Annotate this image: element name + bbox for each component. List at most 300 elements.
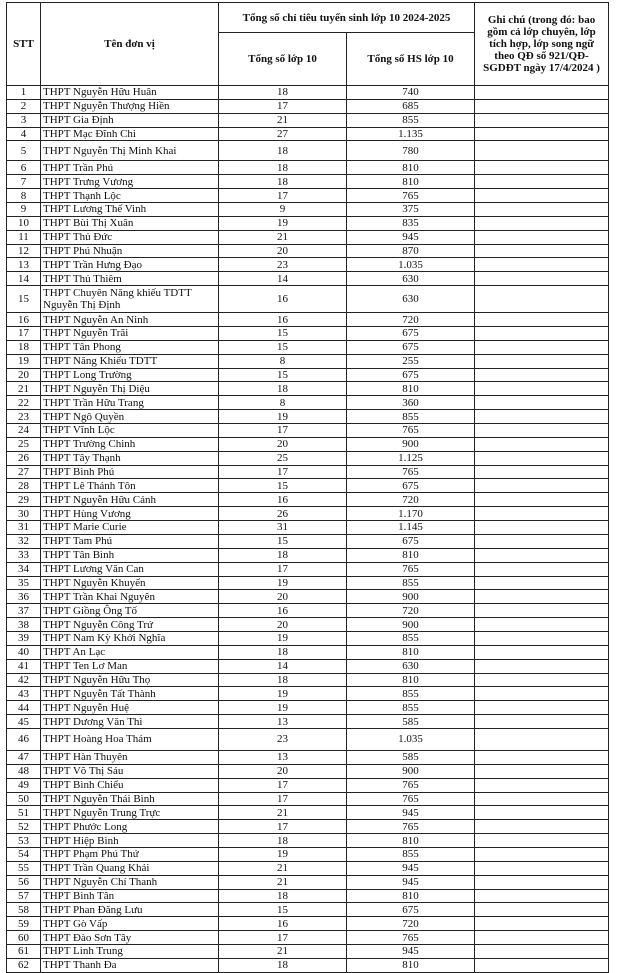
table-row — [7, 354, 609, 368]
unit-name-cell: THPT Mạc Đĩnh Chi — [41, 127, 219, 141]
classes-cell: 21 — [219, 113, 347, 127]
note-cell — [475, 604, 609, 618]
unit-name-cell: THPT Thanh Đa — [41, 958, 219, 972]
unit-name-cell: THPT Nguyễn Hữu Thọ — [41, 673, 219, 687]
note-cell — [475, 645, 609, 659]
classes-cell: 26 — [219, 507, 347, 521]
note-cell — [475, 889, 609, 903]
stt-cell: 38 — [7, 618, 41, 632]
students-cell: 855 — [347, 701, 475, 715]
classes-cell: 9 — [219, 203, 347, 217]
classes-cell: 18 — [219, 382, 347, 396]
table-row — [7, 917, 609, 931]
stt-cell: 39 — [7, 631, 41, 645]
table-row — [7, 113, 609, 127]
unit-name-cell: THPT Bình Phú — [41, 465, 219, 479]
stt-cell: 42 — [7, 673, 41, 687]
students-cell: 945 — [347, 806, 475, 820]
students-cell: 945 — [347, 875, 475, 889]
stt-cell: 27 — [7, 465, 41, 479]
stt-cell: 1 — [7, 86, 41, 100]
table-row — [7, 889, 609, 903]
stt-cell: 60 — [7, 931, 41, 945]
header-quota-group: Tổng số chỉ tiêu tuyển sinh lớp 10 2024-2025 — [219, 3, 475, 33]
stt-cell: 51 — [7, 806, 41, 820]
unit-name-cell: THPT Lê Thánh Tôn — [41, 479, 219, 493]
classes-cell: 20 — [219, 590, 347, 604]
classes-cell: 18 — [219, 161, 347, 175]
unit-name-cell: THPT Nguyễn Trung Trực — [41, 806, 219, 820]
students-cell: 585 — [347, 715, 475, 729]
unit-name-cell: THPT Bình Tân — [41, 889, 219, 903]
note-cell — [475, 189, 609, 203]
unit-name-cell: THPT Phước Long — [41, 820, 219, 834]
stt-cell: 35 — [7, 576, 41, 590]
table-row — [7, 861, 609, 875]
classes-cell: 17 — [219, 778, 347, 792]
enrollment-quota-table — [6, 2, 609, 973]
table-row — [7, 618, 609, 632]
stt-cell: 9 — [7, 203, 41, 217]
stt-cell: 8 — [7, 189, 41, 203]
table-row — [7, 548, 609, 562]
stt-cell: 3 — [7, 113, 41, 127]
unit-name-cell: THPT Tân Bình — [41, 548, 219, 562]
stt-cell: 5 — [7, 141, 41, 161]
students-cell: 780 — [347, 141, 475, 161]
stt-cell: 2 — [7, 99, 41, 113]
classes-cell: 20 — [219, 618, 347, 632]
students-cell: 855 — [347, 410, 475, 424]
students-cell: 675 — [347, 340, 475, 354]
students-cell: 1.135 — [347, 127, 475, 141]
students-cell: 810 — [347, 889, 475, 903]
note-cell — [475, 548, 609, 562]
students-cell: 675 — [347, 479, 475, 493]
unit-name-cell: THPT Hiệp Bình — [41, 834, 219, 848]
classes-cell: 23 — [219, 728, 347, 750]
classes-cell: 19 — [219, 631, 347, 645]
note-cell — [475, 141, 609, 161]
stt-cell: 19 — [7, 354, 41, 368]
unit-name-cell: THPT Gò Vấp — [41, 917, 219, 931]
table-row — [7, 750, 609, 764]
table-row — [7, 659, 609, 673]
note-cell — [475, 750, 609, 764]
table-row — [7, 424, 609, 438]
classes-cell: 14 — [219, 659, 347, 673]
table-row — [7, 673, 609, 687]
classes-cell: 17 — [219, 465, 347, 479]
stt-cell: 31 — [7, 521, 41, 535]
unit-name-cell: THPT Nguyễn Thị Minh Khai — [41, 141, 219, 161]
students-cell: 585 — [347, 750, 475, 764]
classes-cell: 13 — [219, 715, 347, 729]
students-cell: 630 — [347, 286, 475, 313]
table-row — [7, 521, 609, 535]
students-cell: 685 — [347, 99, 475, 113]
students-cell: 630 — [347, 272, 475, 286]
note-cell — [475, 479, 609, 493]
classes-cell: 17 — [219, 792, 347, 806]
note-cell — [475, 728, 609, 750]
stt-cell: 10 — [7, 216, 41, 230]
classes-cell: 18 — [219, 673, 347, 687]
stt-cell: 12 — [7, 244, 41, 258]
table-row — [7, 203, 609, 217]
classes-cell: 21 — [219, 806, 347, 820]
table-row — [7, 327, 609, 341]
students-cell: 900 — [347, 590, 475, 604]
classes-cell: 23 — [219, 258, 347, 272]
unit-name-cell: THPT Long Trường — [41, 368, 219, 382]
classes-cell: 19 — [219, 576, 347, 590]
classes-cell: 17 — [219, 562, 347, 576]
unit-name-cell: THPT Nguyễn Huệ — [41, 701, 219, 715]
table-row — [7, 216, 609, 230]
classes-cell: 19 — [219, 687, 347, 701]
classes-cell: 21 — [219, 875, 347, 889]
unit-name-cell: THPT Phạm Phú Thứ — [41, 847, 219, 861]
table-row — [7, 562, 609, 576]
table-row — [7, 258, 609, 272]
note-cell — [475, 806, 609, 820]
unit-name-cell: THPT Nguyễn Thị Diệu — [41, 382, 219, 396]
note-cell — [475, 931, 609, 945]
note-cell — [475, 701, 609, 715]
stt-cell: 26 — [7, 451, 41, 465]
unit-name-cell: THPT Nguyễn Chí Thanh — [41, 875, 219, 889]
note-cell — [475, 778, 609, 792]
classes-cell: 8 — [219, 396, 347, 410]
table-row — [7, 645, 609, 659]
unit-name-cell: THPT Nguyễn Khuyến — [41, 576, 219, 590]
students-cell: 720 — [347, 493, 475, 507]
students-cell: 360 — [347, 396, 475, 410]
unit-name-cell: THPT Bùi Thị Xuân — [41, 216, 219, 230]
students-cell: 900 — [347, 618, 475, 632]
table-row — [7, 479, 609, 493]
note-cell — [475, 86, 609, 100]
stt-cell: 33 — [7, 548, 41, 562]
unit-name-cell: THPT Vĩnh Lộc — [41, 424, 219, 438]
note-cell — [475, 437, 609, 451]
classes-cell: 14 — [219, 272, 347, 286]
students-cell: 765 — [347, 465, 475, 479]
stt-cell: 15 — [7, 286, 41, 313]
note-cell — [475, 230, 609, 244]
unit-name-cell: THPT Trần Quang Khải — [41, 861, 219, 875]
table-row — [7, 778, 609, 792]
unit-name-cell: THPT Năng Khiếu TDTT — [41, 354, 219, 368]
students-cell: 765 — [347, 562, 475, 576]
unit-name-cell: THPT Tân Phong — [41, 340, 219, 354]
stt-cell: 59 — [7, 917, 41, 931]
table-row — [7, 175, 609, 189]
stt-cell: 6 — [7, 161, 41, 175]
note-cell — [475, 534, 609, 548]
stt-cell: 49 — [7, 778, 41, 792]
unit-name-cell: THPT Thạnh Lộc — [41, 189, 219, 203]
note-cell — [475, 875, 609, 889]
unit-name-cell: THPT Linh Trung — [41, 944, 219, 958]
students-cell: 1.125 — [347, 451, 475, 465]
unit-name-cell: THPT Võ Thị Sáu — [41, 764, 219, 778]
note-cell — [475, 493, 609, 507]
stt-cell: 43 — [7, 687, 41, 701]
classes-cell: 18 — [219, 889, 347, 903]
note-cell — [475, 958, 609, 972]
stt-cell: 25 — [7, 437, 41, 451]
table-row — [7, 437, 609, 451]
classes-cell: 16 — [219, 286, 347, 313]
table-row — [7, 244, 609, 258]
note-cell — [475, 659, 609, 673]
students-cell: 740 — [347, 86, 475, 100]
students-cell: 855 — [347, 113, 475, 127]
table-row — [7, 396, 609, 410]
stt-cell: 32 — [7, 534, 41, 548]
stt-cell: 18 — [7, 340, 41, 354]
students-cell: 855 — [347, 847, 475, 861]
note-cell — [475, 368, 609, 382]
classes-cell: 15 — [219, 327, 347, 341]
table-row — [7, 534, 609, 548]
stt-cell: 45 — [7, 715, 41, 729]
stt-cell: 13 — [7, 258, 41, 272]
table-row — [7, 590, 609, 604]
table-row — [7, 875, 609, 889]
students-cell: 675 — [347, 368, 475, 382]
classes-cell: 21 — [219, 944, 347, 958]
note-cell — [475, 410, 609, 424]
students-cell: 810 — [347, 834, 475, 848]
note-cell — [475, 354, 609, 368]
note-cell — [475, 618, 609, 632]
unit-name-cell: THPT Nguyễn Công Trứ — [41, 618, 219, 632]
table-row — [7, 576, 609, 590]
students-cell: 870 — [347, 244, 475, 258]
note-cell — [475, 861, 609, 875]
table-row — [7, 958, 609, 972]
note-cell — [475, 340, 609, 354]
table-row — [7, 944, 609, 958]
classes-cell: 25 — [219, 451, 347, 465]
stt-cell: 53 — [7, 834, 41, 848]
classes-cell: 18 — [219, 175, 347, 189]
table-row — [7, 161, 609, 175]
note-cell — [475, 113, 609, 127]
stt-cell: 21 — [7, 382, 41, 396]
stt-cell: 30 — [7, 507, 41, 521]
unit-name-cell: THPT Phan Đăng Lưu — [41, 903, 219, 917]
table-row — [7, 847, 609, 861]
table-row — [7, 820, 609, 834]
unit-name-cell: THPT Dương Văn Thì — [41, 715, 219, 729]
table-body — [7, 86, 609, 973]
table-row — [7, 86, 609, 100]
students-cell: 810 — [347, 382, 475, 396]
students-cell: 765 — [347, 792, 475, 806]
stt-cell: 48 — [7, 764, 41, 778]
unit-name-cell: THPT Trần Khai Nguyên — [41, 590, 219, 604]
students-cell: 765 — [347, 189, 475, 203]
note-cell — [475, 175, 609, 189]
classes-cell: 18 — [219, 834, 347, 848]
unit-name-cell: THPT An Lạc — [41, 645, 219, 659]
stt-cell: 24 — [7, 424, 41, 438]
header-unit-name: Tên đơn vị — [41, 3, 219, 86]
students-cell: 765 — [347, 820, 475, 834]
note-cell — [475, 590, 609, 604]
table-row — [7, 230, 609, 244]
classes-cell: 17 — [219, 931, 347, 945]
note-cell — [475, 99, 609, 113]
stt-cell: 54 — [7, 847, 41, 861]
note-cell — [475, 382, 609, 396]
unit-name-cell: THPT Nguyễn An Ninh — [41, 313, 219, 327]
classes-cell: 21 — [219, 861, 347, 875]
classes-cell: 18 — [219, 86, 347, 100]
unit-name-cell: THPT Lương Thế Vinh — [41, 203, 219, 217]
stt-cell: 11 — [7, 230, 41, 244]
stt-cell: 17 — [7, 327, 41, 341]
classes-cell: 15 — [219, 534, 347, 548]
unit-name-cell: THPT Phú Nhuận — [41, 244, 219, 258]
table-row — [7, 189, 609, 203]
stt-cell: 44 — [7, 701, 41, 715]
stt-cell: 29 — [7, 493, 41, 507]
table-row — [7, 715, 609, 729]
note-cell — [475, 244, 609, 258]
table-row — [7, 99, 609, 113]
note-cell — [475, 715, 609, 729]
classes-cell: 19 — [219, 410, 347, 424]
table-row — [7, 764, 609, 778]
students-cell: 765 — [347, 778, 475, 792]
stt-cell: 7 — [7, 175, 41, 189]
unit-name-cell: THPT Thủ Thiêm — [41, 272, 219, 286]
students-cell: 765 — [347, 424, 475, 438]
unit-name-cell: THPT Nguyễn Hữu Huân — [41, 86, 219, 100]
table-row — [7, 465, 609, 479]
students-cell: 900 — [347, 764, 475, 778]
unit-name-cell: THPT Ngô Quyền — [41, 410, 219, 424]
classes-cell: 15 — [219, 368, 347, 382]
stt-cell: 20 — [7, 368, 41, 382]
table-row — [7, 834, 609, 848]
students-cell: 810 — [347, 645, 475, 659]
table-row — [7, 631, 609, 645]
table-row — [7, 507, 609, 521]
note-cell — [475, 286, 609, 313]
stt-cell: 14 — [7, 272, 41, 286]
stt-cell: 56 — [7, 875, 41, 889]
unit-name-cell: THPT Trường Chinh — [41, 437, 219, 451]
unit-name-cell: THPT Nguyễn Trãi — [41, 327, 219, 341]
stt-cell: 50 — [7, 792, 41, 806]
unit-name-cell: THPT Nguyễn Thượng Hiền — [41, 99, 219, 113]
classes-cell: 16 — [219, 493, 347, 507]
note-cell — [475, 258, 609, 272]
students-cell: 810 — [347, 161, 475, 175]
classes-cell: 17 — [219, 189, 347, 203]
table-row — [7, 313, 609, 327]
note-cell — [475, 820, 609, 834]
stt-cell: 62 — [7, 958, 41, 972]
students-cell: 945 — [347, 230, 475, 244]
note-cell — [475, 327, 609, 341]
table-row — [7, 687, 609, 701]
table-row — [7, 451, 609, 465]
unit-name-cell: THPT Nguyễn Tất Thành — [41, 687, 219, 701]
table-row — [7, 701, 609, 715]
table-row — [7, 141, 609, 161]
students-cell: 1.035 — [347, 258, 475, 272]
note-cell — [475, 507, 609, 521]
unit-name-cell: THPT Tam Phú — [41, 534, 219, 548]
students-cell: 945 — [347, 861, 475, 875]
note-cell — [475, 576, 609, 590]
note-cell — [475, 451, 609, 465]
students-cell: 675 — [347, 534, 475, 548]
stt-cell: 46 — [7, 728, 41, 750]
unit-name-cell: THPT Trần Hưng Đạo — [41, 258, 219, 272]
stt-cell: 22 — [7, 396, 41, 410]
note-cell — [475, 127, 609, 141]
table-row — [7, 368, 609, 382]
note-cell — [475, 216, 609, 230]
note-cell — [475, 272, 609, 286]
stt-cell: 55 — [7, 861, 41, 875]
note-cell — [475, 847, 609, 861]
unit-name-cell: THPT Nguyễn Thái Bình — [41, 792, 219, 806]
unit-name-cell: THPT Hùng Vương — [41, 507, 219, 521]
classes-cell: 18 — [219, 645, 347, 659]
unit-name-cell: THPT Lương Văn Can — [41, 562, 219, 576]
table-row — [7, 604, 609, 618]
unit-name-cell: THPT Trần Phú — [41, 161, 219, 175]
stt-cell: 37 — [7, 604, 41, 618]
unit-name-cell: THPT Trưng Vương — [41, 175, 219, 189]
classes-cell: 17 — [219, 820, 347, 834]
table-row — [7, 382, 609, 396]
table-row — [7, 410, 609, 424]
unit-name-cell: THPT Marie Curie — [41, 521, 219, 535]
table-row — [7, 792, 609, 806]
stt-cell: 57 — [7, 889, 41, 903]
unit-name-cell: THPT Nam Kỳ Khởi Nghĩa — [41, 631, 219, 645]
unit-name-cell: THPT Đào Sơn Tây — [41, 931, 219, 945]
unit-name-cell: THPT Giồng Ông Tố — [41, 604, 219, 618]
students-cell: 855 — [347, 631, 475, 645]
classes-cell: 20 — [219, 437, 347, 451]
students-cell: 810 — [347, 673, 475, 687]
classes-cell: 15 — [219, 903, 347, 917]
unit-name-cell: THPT Chuyên Năng khiếu TDTT Nguyễn Thị Định — [41, 286, 219, 313]
classes-cell: 18 — [219, 958, 347, 972]
classes-cell: 19 — [219, 216, 347, 230]
note-cell — [475, 673, 609, 687]
classes-cell: 20 — [219, 244, 347, 258]
unit-name-cell: THPT Ten Lơ Man — [41, 659, 219, 673]
students-cell: 1.035 — [347, 728, 475, 750]
stt-cell: 61 — [7, 944, 41, 958]
stt-cell: 36 — [7, 590, 41, 604]
note-cell — [475, 424, 609, 438]
stt-cell: 40 — [7, 645, 41, 659]
classes-cell: 16 — [219, 604, 347, 618]
